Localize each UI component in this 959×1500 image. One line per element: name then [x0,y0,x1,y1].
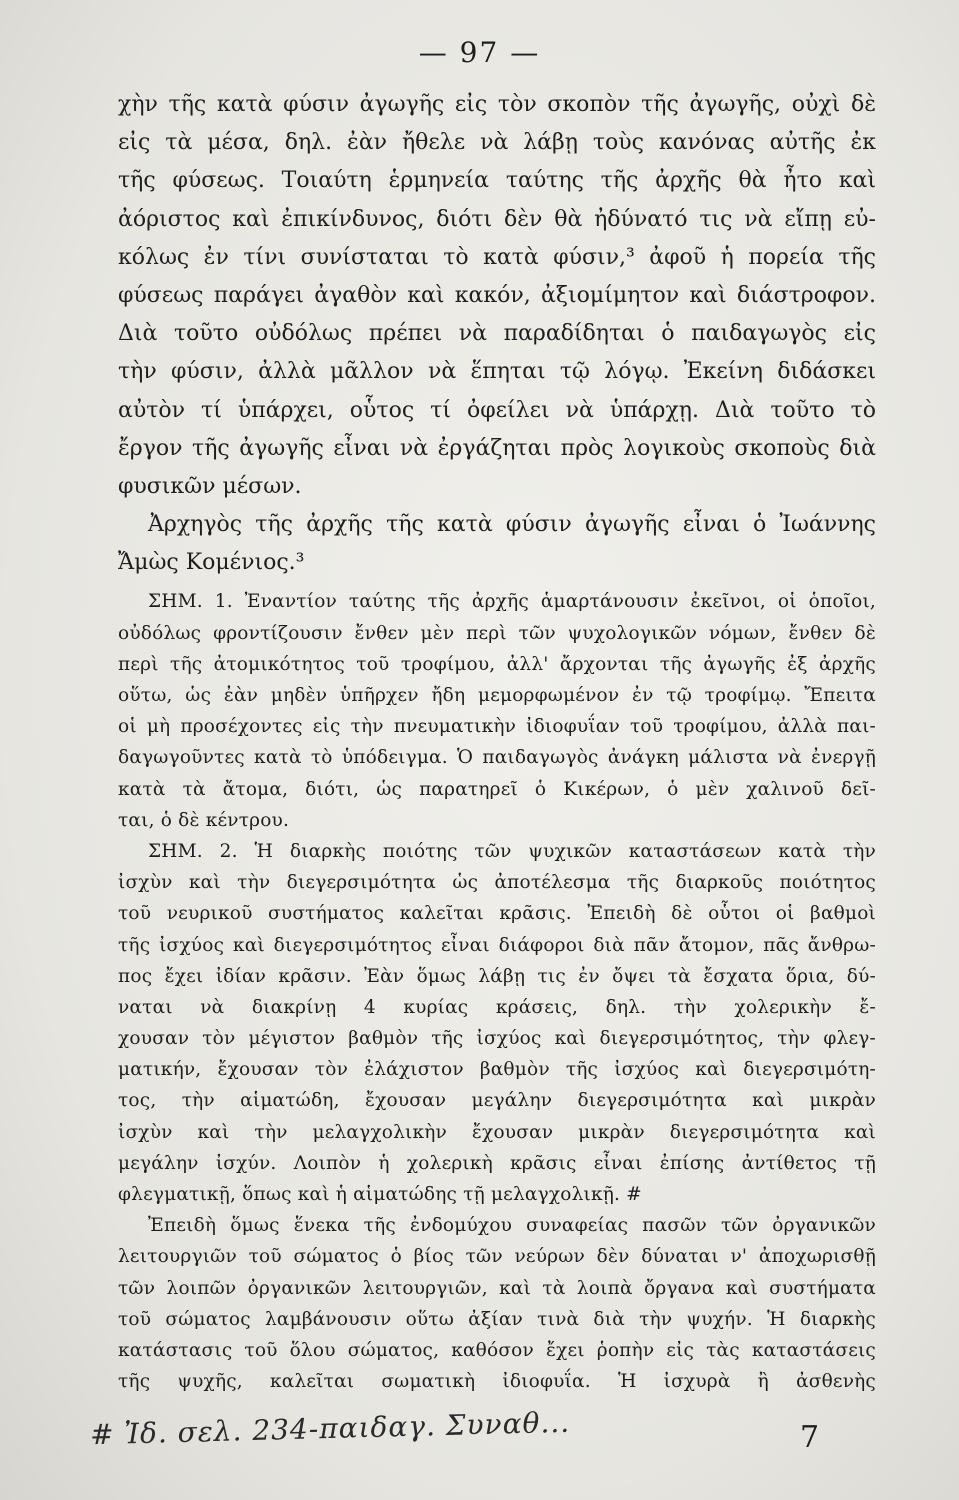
text-line: ἔργον τῆς ἀγωγῆς εἶναι νὰ ἐργάζηται πρὸς λογικοὺς σκοποὺς διὰ [118,435,876,461]
text-line: φύσεως παράγει ἀγαθὸν καὶ κακόν, ἀξιομίμητον καὶ διάστροφον. [118,282,876,308]
text-line: τῆς φύσεως. Τοιαύτη ἑρμηνεία ταύτης τῆς ἀρχῆς θὰ ἦτο καὶ [118,168,876,194]
main-paragraph [118,86,876,506]
note-line: μεγάλην ἰσχύν. Λοιπὸν ἡ χολερικὴ κρᾶσις εἶναι ἐπίσης ἀντίθετος τῇ [118,1152,876,1174]
note-line: κατάστασις τοῦ ὅλου σώματος, καθόσον ἔχει ῥοπὴν εἰς τὰς καταστάσεις [118,1339,876,1361]
text-line: κόλως ἐν τίνι συνίσταται τὸ κατὰ φύσιν,³ ἀφοῦ ἡ πορεία τῆς [118,244,876,270]
note-1 [118,586,876,836]
note-line: οὐδόλως φροντίζουσιν ἔνθεν μὲν περὶ τῶν ψυχολογικῶν νόμων, ἔνθεν δὲ [118,622,876,644]
text-line: φυσικῶν μέσων. [118,473,302,499]
text-line: Ἀρχηγὸς τῆς ἀρχῆς τῆς κατὰ φύσιν ἀγωγῆς εἶναι ὁ Ἰωάννης [148,512,876,538]
text-line: χὴν τῆς κατὰ φύσιν ἀγωγῆς εἰς τὸν σκοπὸν τῆς ἀγωγῆς, οὐχὶ δὲ [118,92,876,117]
page-number: — 97 — [418,36,541,69]
note-2 [118,836,876,1210]
note-line: ΣΗΜ. 2. Ἡ διαρκὴς ποιότης τῶν ψυχικῶν καταστάσεων κατὰ τὴν [148,840,876,862]
note-line: τῶν λοιπῶν ὀργανικῶν λειτουργιῶν, καὶ τὰ λοιπὰ ὄργανα καὶ συστήματα [118,1277,876,1299]
note-line: ΣΗΜ. 1. Ἐναντίον ταύτης τῆς ἀρχῆς ἁμαρτάνουσιν ἐκεῖνοι, οἱ ὁποῖοι, [148,591,876,613]
note-line: ματικήν, ἔχουσαν τὸν ἐλάχιστον βαθμὸν τῆς ἰσχύος καὶ διεγερσιμότη- [118,1059,876,1081]
text-line: τὴν φύσιν, ἀλλὰ μᾶλλον νὰ ἕπηται τῷ λόγῳ. Ἐκείνη διδάσκει [118,359,876,385]
text-line: Διὰ τοῦτο οὐδόλως πρέπει νὰ παραδίδηται ὁ παιδαγωγὸς εἰς [118,321,876,347]
handwritten-annotation: # Ἰδ. σελ. 234-παιδαγ. Συναθ... [89,1405,571,1452]
text-line: αὐτὸν τί ὑπάρχει, οὗτος τί ὀφείλει νὰ ὑπάρχῃ. Διὰ τοῦτο τὸ [118,397,876,423]
note-line: περὶ τῆς ἀτομικότητος τοῦ τροφίμου, ἀλλ' ἄρχονται τῆς ἀγωγῆς ἐξ ἀρχῆς [118,653,876,675]
note-3 [118,1210,876,1397]
note-line: χουσαν τὸν μέγιστον βαθμὸν τῆς ἰσχύος καὶ διεγερσιμότητος, τὴν φλεγ- [118,1028,876,1050]
note-line: κατὰ τὰ ἄτομα, διότι, ὡς παρατηρεῖ ὁ Κικέρων, ὁ μὲν χαλινοῦ δεῖ- [118,778,876,800]
note-line: ἰσχὺν καὶ τὴν διεγερσιμότητα ὡς ἀποτέλεσμα τῆς διαρκοῦς ποιότητος [118,872,876,894]
note-line: τοῦ σώματος λαμβάνουσιν οὕτω ἀξίαν τινὰ διὰ τὴν ψυχήν. Ἡ διαρκὴς [118,1308,876,1330]
note-line: τος, τὴν αἱματώδη, ἔχουσαν μεγάλην διεγερσιμότητα καὶ μικρὰν [118,1090,876,1112]
note-line: οὕτω, ὡς ἐὰν μηδὲν ὑπῆρχεν ἤδη μεμορφωμένον ἐν τῷ τροφίμῳ. Ἔπειτα [118,685,876,706]
note-line: Ἐπειδὴ ὅμως ἕνεκα τῆς ἐνδομύχου συναφείας πασῶν τῶν ὀργανικῶν [148,1215,876,1237]
body-text [118,86,876,1397]
note-line: λειτουργιῶν τοῦ σώματος ὁ βίος τῶν νεύρων δὲν δύναται ν' ἀποχωρισθῇ [118,1246,876,1268]
note-line: ται, ὁ δὲ κέντρου. [118,809,290,831]
text-line: εἰς τὰ μέσα, δηλ. ἐὰν ἤθελε νὰ λάβῃ τοὺς κανόνας αὐτῆς ἐκ [118,130,876,156]
signature-mark: 7 [800,1420,820,1455]
note-line: φλεγματικῇ, ὅπως καὶ ἡ αἱματώδης τῇ μελαγχολικῇ. # [118,1184,642,1205]
note-line: οἱ μὴ προσέχοντες εἰς τὴν πνευματικὴν ἰδιοφυΐαν τοῦ τροφίμου, ἀλλὰ παι- [118,716,876,738]
text-line: ἀόριστος καὶ ἐπικίνδυνος, διότι δὲν θὰ ἠδύνατό τις νὰ εἴπῃ εὐ- [118,206,876,232]
second-paragraph [118,506,876,582]
text-line: Ἄμὼς Κομένιος.³ [118,550,305,576]
note-line: τῆς ψυχῆς, καλεῖται σωματικὴ ἰδιοφυΐα. Ἡ ἰσχυρὰ ἢ ἀσθενὴς [118,1371,876,1393]
note-line: δαγωγοῦντες κατὰ τὸ ὑπόδειγμα. Ὁ παιδαγωγὸς ἀνάγκη μάλιστα νὰ ἐνεργῇ [118,747,876,769]
note-line: τῆς ἰσχύος καὶ διεγερσιμότητος εἶναι διάφοροι διὰ πᾶν ἄτομον, πᾶς ἄνθρω- [118,934,876,956]
note-line: τοῦ νευρικοῦ συστήματος καλεῖται κρᾶσις. Ἐπειδὴ δὲ οὗτοι οἱ βαθμοὶ [118,903,876,925]
note-line: ἰσχὺν καὶ τὴν μελαγχολικὴν ἔχουσαν μικρὰν διεγερσιμότητα καὶ [118,1121,876,1143]
note-line: πος ἔχει ἰδίαν κρᾶσιν. Ἐὰν ὅμως λάβῃ τις ἐν ὄψει τὰ ἔσχατα ὅρια, δύ- [118,965,876,987]
note-line: ναται νὰ διακρίνῃ 4 κυρίας κράσεις, δηλ. τὴν χολερικὴν ἔ- [118,996,876,1018]
